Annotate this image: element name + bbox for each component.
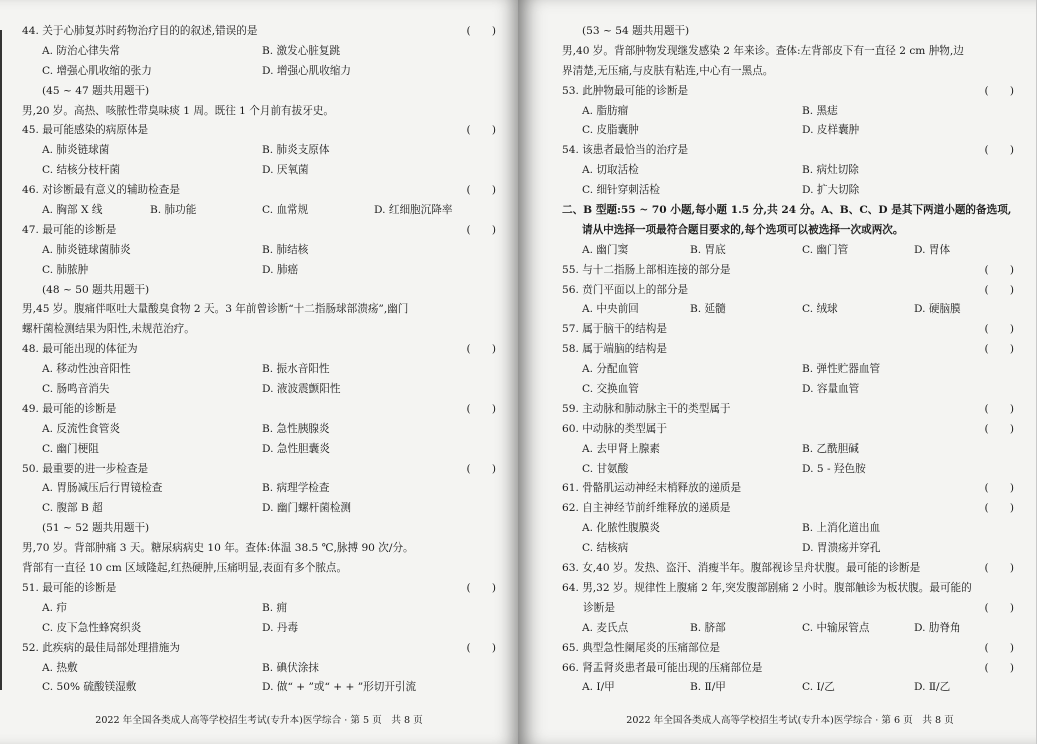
option-a: A. 麦氏点 [582, 621, 629, 634]
question-text: 45. 最可能感染的病原体是 [22, 124, 149, 137]
option-row [22, 599, 500, 619]
answer-blank: ( ) [984, 562, 1014, 575]
option-right: B. 碘伏涂抹 [262, 661, 319, 674]
option-row [22, 499, 500, 519]
option-right: D. 增强心肌收缩力 [262, 64, 352, 77]
option-d: D. 红细胞沉降率 [374, 204, 453, 217]
option-right: D. 容量血管 [802, 383, 860, 396]
option-row-4 [22, 201, 500, 221]
option-row [562, 539, 1018, 559]
option-row [22, 619, 500, 639]
question-line [562, 659, 1018, 679]
option-left: A. 分配血管 [582, 363, 639, 376]
option-right: D. 厌氧菌 [262, 164, 309, 177]
question-line [22, 181, 500, 201]
option-left: C. 幽门梗阻 [42, 442, 99, 455]
stem-paragraph: 男,20 岁。高热、咳脓性带臭味痰 1 周。既往 1 个月前有拔牙史。 [22, 104, 335, 117]
option-left: A. 切取活检 [582, 164, 639, 177]
option-row [22, 678, 500, 698]
option-row-4 [562, 241, 1018, 261]
option-row [22, 420, 500, 440]
question-text: 57. 属于脑干的结构是 [562, 323, 667, 336]
option-row [22, 161, 500, 181]
answer-blank: ( ) [984, 601, 1014, 614]
answer-blank: ( ) [466, 343, 496, 356]
option-right: B. 痈 [262, 601, 288, 614]
shared-stem-heading: (53 ~ 54 题共用题干) [582, 25, 690, 37]
option-left: C. 腹部 B 超 [42, 502, 103, 515]
option-row-4 [562, 300, 1018, 320]
option-right: D. 肺癌 [262, 263, 299, 276]
question-text: 49. 最可能的诊断是 [22, 402, 117, 415]
stem-paragraph: 64. 男,32 岁。规律性上腹痛 2 年,突发腹部剧痛 2 小时。腹部触诊为板状腹。最可能的 [562, 581, 972, 594]
answer-blank: ( ) [984, 343, 1014, 356]
option-a: A. 胸部 X 线 [42, 204, 103, 217]
page-6 [518, 0, 1036, 744]
question-text: 65. 典型急性阑尾炎的压痛部位是 [562, 641, 720, 654]
question-line [562, 320, 1018, 340]
option-right: B. 病理学检查 [262, 482, 330, 495]
shared-stem-heading: (51 ~ 52 题共用题干) [42, 522, 150, 535]
option-left: A. 脂肪瘤 [582, 104, 629, 117]
answer-blank: ( ) [466, 462, 496, 475]
option-b: B. 脐部 [690, 621, 726, 634]
question-line [562, 559, 1018, 579]
option-row [562, 161, 1018, 181]
option-c: C. Ⅰ/乙 [802, 681, 835, 694]
answer-blank: ( ) [984, 641, 1014, 654]
option-left: A. 移动性浊音阳性 [42, 363, 131, 376]
question-text: 53. 此肿物最可能的诊断是 [562, 84, 689, 97]
option-right: B. 振水音阳性 [262, 363, 330, 376]
option-b: B. 肺功能 [150, 204, 197, 217]
answer-blank: ( ) [984, 323, 1014, 336]
option-right: B. 激发心脏复跳 [262, 44, 341, 57]
question-line [562, 141, 1018, 161]
option-d: D. 硬脑膜 [914, 303, 961, 316]
option-left: C. 细针穿刺活检 [582, 184, 661, 197]
question-line [22, 221, 500, 241]
option-row-4 [562, 619, 1018, 639]
option-right: B. 黑痣 [802, 104, 838, 117]
shared-stem-heading: (45 ~ 47 题共用题干) [42, 84, 150, 97]
option-c: C. 中输尿管点 [802, 621, 870, 634]
option-left: A. 肺炎链球菌肺炎 [42, 243, 131, 256]
option-d: D. 肋脊角 [914, 621, 961, 634]
question-line [22, 400, 500, 420]
option-left: C. 结核病 [582, 542, 629, 555]
option-row [22, 479, 500, 499]
option-left: C. 肺脓肿 [42, 263, 89, 276]
question-text: 54. 该患者最恰当的治疗是 [562, 144, 689, 157]
option-left: C. 皮下急性蜂窝织炎 [42, 621, 142, 634]
option-right: D. 扩大切除 [802, 184, 860, 197]
option-right: D. 皮样囊肿 [802, 124, 860, 137]
option-right: B. 肺结核 [262, 243, 309, 256]
stem-paragraph: 背部有一直径 10 cm 区域隆起,红热硬肿,压痛明显,表面有多个脓点。 [22, 562, 348, 575]
question-text: 66. 肾盂肾炎患者最可能出现的压痛部位是 [562, 661, 763, 674]
answer-blank: ( ) [984, 482, 1014, 495]
page-6-footer: 2022 年全国各类成人高等学校招生考试(专升本)医学综合 · 第 6 页 共 8 页 [626, 715, 954, 726]
option-right: B. 肺炎支原体 [262, 144, 330, 157]
answer-blank: ( ) [466, 641, 496, 654]
answer-blank: ( ) [466, 581, 496, 594]
question-text: 58. 属于端脑的结构是 [562, 343, 667, 356]
question-text: 诊断是 [562, 601, 615, 614]
section-heading: 二、B 型题:55 ~ 70 小题,每小题 1.5 分,共 24 分。A、B、C、D 是其下两道小题的备选项, [562, 204, 1012, 217]
question-line [562, 499, 1018, 519]
page-5 [0, 0, 518, 744]
question-text: 44. 关于心肺复苏时药物治疗目的的叙述,错误的是 [22, 25, 258, 37]
option-left: C. 结核分枝杆菌 [42, 164, 121, 177]
section-instruction: 请从中选择一项最符合题目要求的,每个选项可以被选择一次或两次。 [582, 223, 904, 236]
option-right: D. 胃溃疡并穿孔 [802, 542, 881, 555]
question-line [562, 639, 1018, 659]
option-right: D. 液波震颤阳性 [262, 383, 341, 396]
question-text: 51. 最可能的诊断是 [22, 581, 117, 594]
option-a: A. 幽门窦 [582, 243, 629, 256]
option-row [562, 181, 1018, 201]
question-line [562, 479, 1018, 499]
option-right: D. 丹毒 [262, 621, 299, 634]
stem-paragraph: 男,70 岁。背部肿痛 3 天。糖尿病病史 10 年。查体:体温 38.5 ℃,脉搏 90 次/分。 [22, 542, 414, 555]
option-row [562, 102, 1018, 122]
page-5-content [22, 22, 500, 698]
answer-blank: ( ) [984, 502, 1014, 515]
option-c: C. 幽门管 [802, 243, 849, 256]
question-text: 56. 贲门平面以上的部分是 [562, 283, 689, 296]
option-d: D. 胃体 [914, 243, 951, 256]
question-line [562, 400, 1018, 420]
option-row [22, 141, 500, 161]
answer-blank: ( ) [984, 402, 1014, 415]
option-left: A. 化脓性腹膜炎 [582, 522, 660, 535]
question-line [562, 261, 1018, 281]
option-b: B. Ⅱ/甲 [690, 681, 726, 694]
option-left: A. 去甲肾上腺素 [582, 442, 660, 455]
answer-blank: ( ) [466, 25, 496, 37]
option-left: C. 肠鸣音消失 [42, 383, 110, 396]
question-text: 50. 最重要的进一步检查是 [22, 462, 149, 475]
option-row [22, 241, 500, 261]
option-left: A. 热敷 [42, 661, 78, 674]
option-row [562, 460, 1018, 480]
answer-blank: ( ) [466, 402, 496, 415]
question-text: 62. 自主神经节前纤维释放的递质是 [562, 502, 731, 515]
option-left: C. 皮脂囊肿 [582, 124, 639, 137]
option-left: C. 甘氨酸 [582, 462, 629, 475]
question-text: 52. 此疾病的最佳局部处理措施为 [22, 641, 180, 654]
question-line [562, 420, 1018, 440]
option-row [22, 261, 500, 281]
option-left: A. 疖 [42, 601, 67, 614]
option-left: A. 肺炎链球菌 [42, 144, 110, 157]
option-left: A. 反流性食管炎 [42, 422, 120, 435]
option-left: C. 50% 硫酸镁湿敷 [42, 681, 137, 694]
shared-stem-heading: (48 ~ 50 题共用题干) [42, 283, 150, 296]
option-row [22, 440, 500, 460]
option-row [22, 360, 500, 380]
option-d: D. Ⅱ/乙 [914, 681, 951, 694]
stem-paragraph: 螺杆菌检测结果为阳性,未规范治疗。 [22, 323, 195, 336]
option-row [562, 440, 1018, 460]
page-5-footer: 2022 年全国各类成人高等学校招生考试(专升本)医学综合 · 第 5 页 共 8 页 [95, 715, 423, 726]
option-b: B. 延髓 [690, 303, 726, 316]
question-text: 59. 主动脉和肺动脉主干的类型属于 [562, 402, 731, 415]
option-left: C. 交换血管 [582, 383, 639, 396]
option-right: B. 乙酰胆碱 [802, 442, 859, 455]
option-row-4 [562, 678, 1018, 698]
stem-paragraph: 男,45 岁。腹痛伴呕吐大量酸臭食物 2 天。3 年前曾诊断“十二指肠球部溃疡”,幽门 [22, 303, 409, 316]
option-row [562, 360, 1018, 380]
option-row [22, 659, 500, 679]
question-line [562, 281, 1018, 301]
option-row [22, 62, 500, 82]
answer-blank: ( ) [984, 283, 1014, 296]
question-text: 61. 骨骼肌运动神经末梢释放的递质是 [562, 482, 742, 495]
answer-blank: ( ) [466, 124, 496, 137]
question-line [22, 639, 500, 659]
answer-blank: ( ) [984, 422, 1014, 435]
option-right: D. 5 - 羟色胺 [802, 462, 866, 475]
question-line [22, 22, 500, 42]
option-left: A. 防治心律失常 [42, 44, 120, 57]
option-left: C. 增强心肌收缩的张力 [42, 64, 152, 77]
option-row [562, 519, 1018, 539]
question-line [22, 579, 500, 599]
option-right: B. 急性胰腺炎 [262, 422, 330, 435]
stem-paragraph: 男,40 岁。背部肿物发现继发感染 2 年来诊。查体:左背部皮下有一直径 2 cm 肿物,边 [562, 44, 964, 57]
answer-blank: ( ) [466, 223, 496, 236]
answer-blank: ( ) [984, 144, 1014, 157]
question-line [22, 121, 500, 141]
page-6-content [562, 22, 1018, 698]
option-left: A. 胃肠减压后行胃镜检查 [42, 482, 163, 495]
option-right: D. 急性胆囊炎 [262, 442, 330, 455]
question-text: 46. 对诊断最有意义的辅助检查是 [22, 184, 180, 197]
answer-blank: ( ) [984, 661, 1014, 674]
answer-blank: ( ) [984, 84, 1014, 97]
stem-paragraph: 界清楚,无压痛,与皮肤有粘连,中心有一黑点。 [562, 64, 774, 77]
question-text: 63. 女,40 岁。发热、盗汗、消瘦半年。腹部视诊呈舟状腹。最可能的诊断是 [562, 562, 921, 575]
option-a: A. Ⅰ/甲 [582, 681, 615, 694]
option-c: C. 绒球 [802, 303, 838, 316]
option-c: C. 血常规 [262, 204, 309, 217]
question-text: 60. 中动脉的类型属于 [562, 422, 667, 435]
option-right: D. 幽门螺杆菌检测 [262, 502, 352, 515]
answer-blank: ( ) [984, 263, 1014, 276]
option-right: B. 病灶切除 [802, 164, 859, 177]
answer-blank: ( ) [466, 184, 496, 197]
binding-edge [0, 30, 2, 690]
option-right: D. 做“ + ”或“ + + ”形切开引流 [262, 681, 417, 694]
option-row [562, 121, 1018, 141]
question-line [562, 340, 1018, 360]
question-line [22, 340, 500, 360]
option-row [562, 380, 1018, 400]
option-right: B. 上消化道出血 [802, 522, 881, 535]
option-b: B. 胃底 [690, 243, 726, 256]
option-right: B. 弹性贮器血管 [802, 363, 881, 376]
question-text: 48. 最可能出现的体征为 [22, 343, 138, 356]
question-text: 47. 最可能的诊断是 [22, 223, 117, 236]
option-row [22, 380, 500, 400]
option-row [22, 42, 500, 62]
option-a: A. 中央前回 [582, 303, 639, 316]
question-line [562, 82, 1018, 102]
question-line [22, 460, 500, 480]
question-text: 55. 与十二指肠上部相连接的部分是 [562, 263, 731, 276]
question-line [562, 599, 1018, 619]
